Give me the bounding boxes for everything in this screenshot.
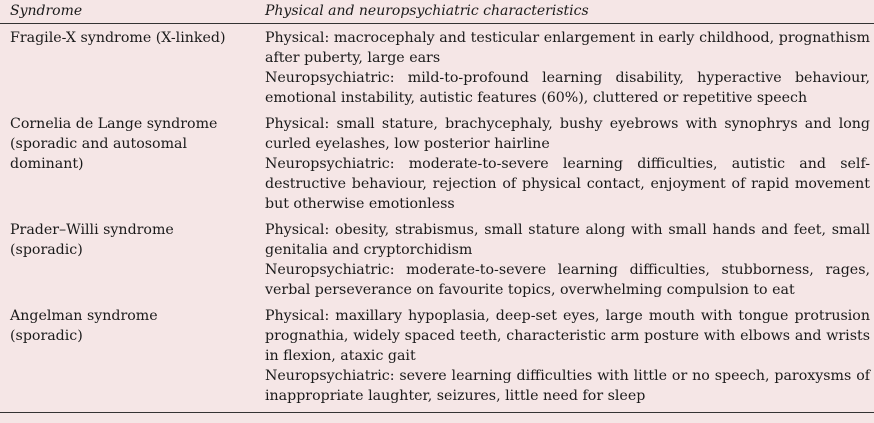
characteristics-cell bbox=[256, 110, 874, 216]
table-body bbox=[0, 24, 874, 413]
characteristics-cell bbox=[256, 24, 874, 111]
characteristics-cell bbox=[256, 302, 874, 413]
table-row bbox=[0, 216, 874, 302]
physical-text: Physical: small stature, brachycephaly, bushy eyebrows with synophrys and long curled eyelashes, low posterior hairline bbox=[265, 116, 870, 152]
table-row bbox=[0, 110, 874, 216]
syndrome-name: Angelman syndrome bbox=[10, 308, 158, 324]
syndrome-inheritance: (sporadic and autosomal bbox=[10, 136, 188, 152]
header-syndrome: Syndrome bbox=[0, 0, 256, 24]
header-characteristics: Physical and neuropsychiatric characteristics bbox=[256, 0, 874, 24]
syndrome-inheritance: dominant) bbox=[10, 156, 84, 172]
syndrome-cell bbox=[0, 24, 256, 111]
table-header bbox=[0, 0, 874, 24]
syndrome-name: Cornelia de Lange syndrome bbox=[10, 116, 218, 132]
syndrome-inheritance: (sporadic) bbox=[10, 242, 83, 258]
table-row bbox=[0, 302, 874, 413]
physical-text: Physical: obesity, strabismus, small stature along with small hands and feet, small genitalia and cryptorchidism bbox=[265, 222, 870, 258]
table-row bbox=[0, 24, 874, 111]
neuropsychiatric-text: Neuropsychiatric: severe learning difficulties with little or no speech, paroxysms of inappropriate laughter, seizures, little need for sleep bbox=[265, 368, 870, 404]
syndrome-name: Prader–Willi syndrome bbox=[10, 222, 174, 238]
syndrome-name: Fragile-X syndrome (X-linked) bbox=[10, 30, 226, 46]
syndrome-cell bbox=[0, 216, 256, 302]
neuropsychiatric-text: Neuropsychiatric: mild-to-profound learning disability, hyperactive behaviour, emotional instability, autistic features (60%), cluttered or repetitive speech bbox=[265, 70, 870, 106]
physical-text: Physical: maxillary hypoplasia, deep-set eyes, large mouth with tongue protrusion prognathia, widely spaced teeth, characteristic arm posture with elbows and wrists in flexion, ataxic gait bbox=[265, 308, 870, 364]
characteristics-cell bbox=[256, 216, 874, 302]
neuropsychiatric-text: Neuropsychiatric: moderate-to-severe learning difficulties, autistic and self-destructive behaviour, rejection of physical contact, enjoyment of rapid movement but otherwise emotionless bbox=[265, 156, 870, 212]
header-row bbox=[0, 0, 874, 24]
syndrome-cell bbox=[0, 302, 256, 413]
syndrome-cell bbox=[0, 110, 256, 216]
syndrome-inheritance: (sporadic) bbox=[10, 328, 83, 344]
neuropsychiatric-text: Neuropsychiatric: moderate-to-severe learning difficulties, stubborness, rages, verbal perseverance on favourite topics, overwhelming compulsion to eat bbox=[265, 262, 870, 298]
physical-text: Physical: macrocephaly and testicular enlargement in early childhood, prognathism after puberty, large ears bbox=[265, 30, 870, 66]
